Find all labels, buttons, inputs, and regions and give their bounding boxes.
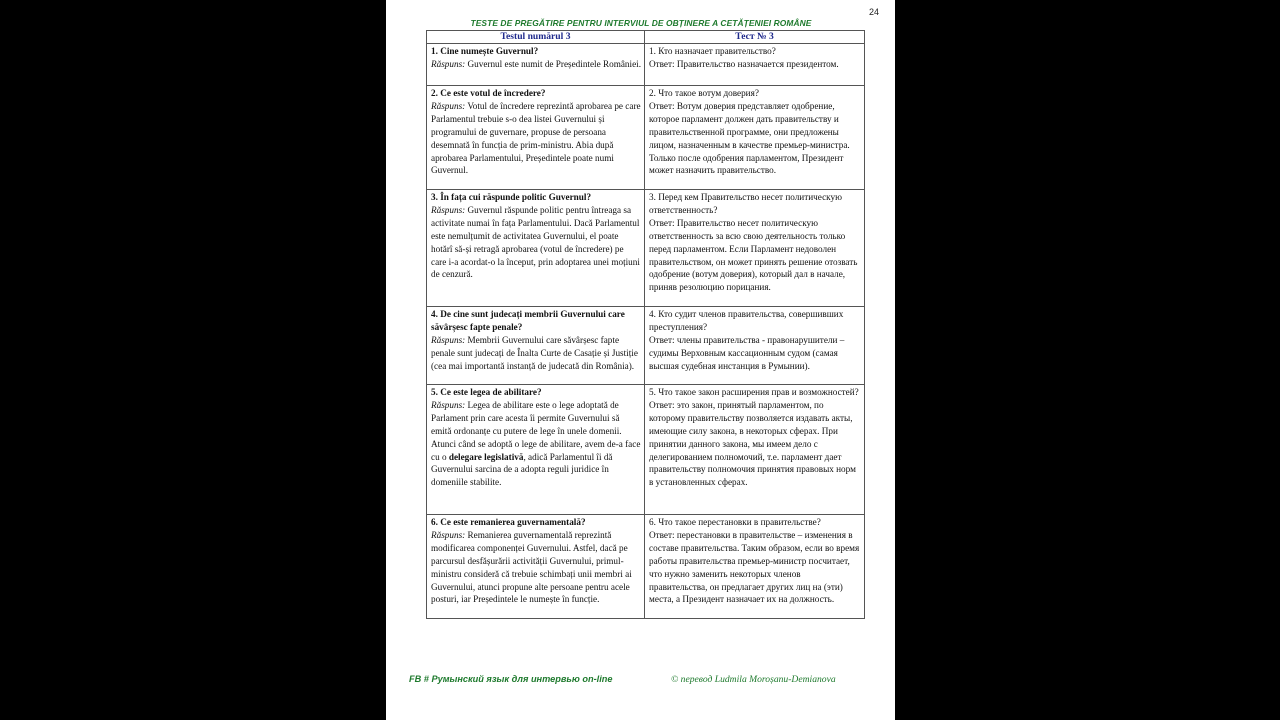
question-russian: 5. Что такое закон расширения прав и возможностей? (649, 387, 859, 397)
answer-label: Răspuns: (431, 100, 466, 111)
document-title: TESTE DE PREGĂTIRE PENTRU INTERVIUL DE OBȚINERE A CETĂȚENIEI ROMÂNE (470, 18, 812, 28)
question-russian: 6. Что такое перестановки в правительстве? (649, 517, 821, 527)
answer-text-emphasis: delegare legislativă (448, 451, 524, 462)
answer-label: Răspuns: (431, 334, 466, 345)
cell-romanian (427, 307, 645, 385)
question-romanian: 5. Ce este legea de abilitare? (431, 387, 542, 397)
cell-romanian (427, 385, 645, 515)
table-row (427, 190, 865, 307)
table-row (427, 44, 865, 86)
answer-romanian (431, 101, 641, 176)
question-romanian: 2. Ce este votul de încredere? (431, 88, 546, 98)
question-russian: 4. Кто судит членов правительства, совершивших преступления? (649, 309, 844, 332)
footer-facebook-group: FB # Румынский язык для интервью on-line (409, 674, 613, 684)
answer-romanian (431, 205, 640, 280)
question-russian: 2. Что такое вотум доверия? (649, 88, 759, 98)
answer-romanian (431, 59, 641, 69)
answer-romanian (431, 530, 632, 605)
header-romanian: Testul numărul 3 (427, 31, 645, 44)
answer-russian: Ответ: это закон, принятый парламентом, по которому правительству позволяется издавать акты, имеющие силу закона, в некоторых сферах. При принятии данного закона, мы имеем дело с делегированием полномочий, т.е. парламент дает правительству полномочия принятия правовых норм в установленных сферах. (649, 399, 856, 488)
answer-text: Membrii Guvernului care săvârșesc fapte penale sunt judecați de Înalta Curte de Casație și Justiție (cea mai importantă instanță de judecată din România). (431, 334, 638, 371)
question-russian: 1. Кто назначает правительство? (649, 46, 776, 56)
document-page (386, 0, 895, 720)
qa-table (426, 30, 865, 619)
question-romanian: 1. Cine numește Guvernul? (431, 46, 539, 56)
answer-text: Remanierea guvernamentală reprezintă modificarea componenței Guvernului. Astfel, dacă pe parcursul desfășurării activității Guvernului, primul- ministru consideră că trebuie schimbați unii membri ai Guvernului, atunci propune alte persoane pentru acele posturi, iar Președintele le numește în funcție. (431, 529, 632, 605)
answer-russian: Ответ: Вотум доверия представляет одобрение, которое парламент должен дать правительству и правительственной программе, они предложены лицом, назначенным в качестве премьер-министра. Только после одобрения парламентом, Президент может назначить правительство. (649, 100, 850, 176)
table-row (427, 385, 865, 515)
answer-russian: Ответ: Правительство несет политическую ответственность за всю свою деятельность только перед парламентом. Если Парламент недоволен правительством, он может принять решение отозвать одобрение (вотум доверия), который дал в начале, приняв резолюцию порицания. (649, 217, 858, 293)
question-romanian: 6. Ce este remanierea guvernamentală? (431, 517, 586, 527)
answer-russian: Ответ: Правительство назначается президентом. (649, 58, 839, 69)
cell-romanian (427, 86, 645, 190)
answer-text: Votul de încredere reprezintă aprobarea pe care Parlamentul trebuie s-o dea listei Guvernului și programului de guvernare, propuse de persoana desemnată în funcția de prim-ministru. Abia după aprobarea Parlamentului, Președintele poate numi Guvernul. (431, 100, 641, 176)
cell-russian (645, 385, 865, 515)
footer-translation-credit: © перевод Ludmila Moroșanu-Demianova (671, 674, 836, 685)
cell-russian (645, 515, 865, 619)
answer-text-part2: , adică Parlamentul îi dă Guvernului sarcina de a adopta reguli juridice în domeniile stabilite. (431, 451, 613, 488)
header-russian: Тест № 3 (645, 31, 865, 44)
cell-romanian (427, 515, 645, 619)
cell-russian (645, 190, 865, 307)
question-romanian: 4. De cine sunt judecați membrii Guvernului care săvârșesc fapte penale? (431, 309, 625, 332)
cell-russian (645, 86, 865, 190)
question-russian: 3. Перед кем Правительство несет политическую ответственность? (649, 192, 842, 215)
cell-russian (645, 307, 865, 385)
cell-russian (645, 44, 865, 86)
table-row (427, 86, 865, 190)
answer-text: Guvernul răspunde politic pentru întreaga sa activitate numai în fața Parlamentului. Dacă Parlamentul este nemulțumit de activitatea Guvernului, el poate hotărî să-și retragă aprobarea (votul de încredere) pe care i-a acordat-o la început, prin adoptarea unei moțiuni de cenzură. (431, 204, 640, 280)
answer-russian: Ответ: перестановки в правительстве – изменения в составе правительства. Таким образом, если во время работы правительства премьер-министр посчитает, что нужно заменить некоторых членов правительства, он предлагает других лиц на (эти) места, а Президент назначает их на должность. (649, 529, 860, 605)
answer-russian: Ответ: члены правительства - правонарушители – судимы Верховным кассационным судом (самая высшая судебная инстанция в Румынии). (649, 334, 845, 371)
table-row (427, 515, 865, 619)
answer-label: Răspuns: (431, 529, 466, 540)
answer-label: Răspuns: (431, 58, 466, 69)
answer-romanian (431, 335, 638, 371)
answer-romanian (431, 400, 640, 487)
table-row (427, 307, 865, 385)
answer-text: Guvernul este numit de Președintele României. (465, 58, 641, 69)
answer-label: Răspuns: (431, 204, 466, 215)
cell-romanian (427, 190, 645, 307)
question-romanian: 3. În fața cui răspunde politic Guvernul? (431, 192, 592, 202)
answer-label: Răspuns: (431, 399, 466, 410)
cell-romanian (427, 44, 645, 86)
answer-text-part1: Legea de abilitare este o lege adoptată de Parlament prin care acesta îi permite Guvernului să emită ordonanțe cu putere de lege în unele domenii. Atunci când se adoptă o lege de abilitare, avem de-a face cu o (431, 399, 641, 462)
page-number: 24 (869, 7, 880, 17)
table-header-row (427, 31, 865, 44)
